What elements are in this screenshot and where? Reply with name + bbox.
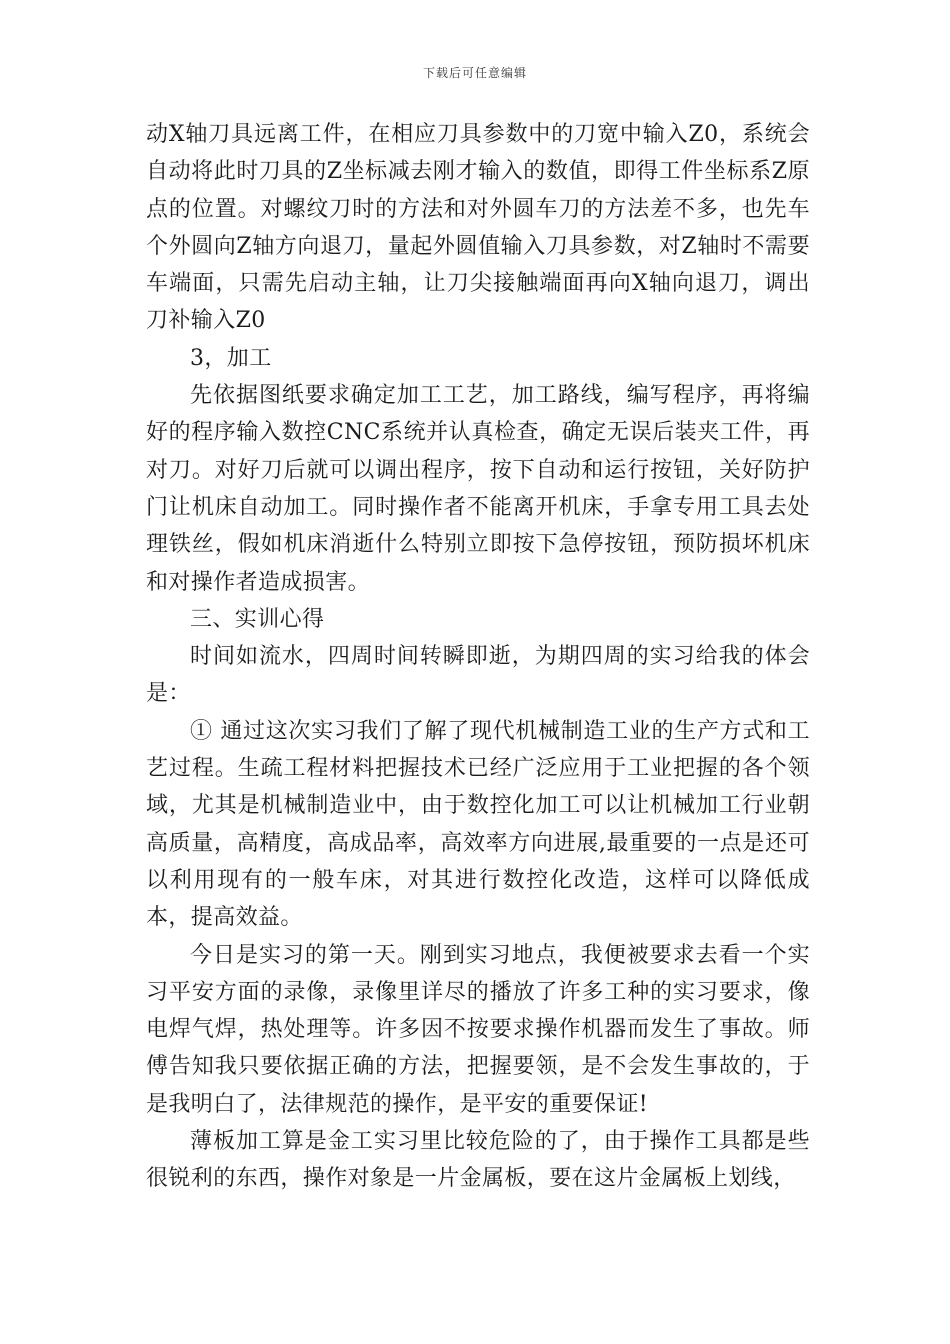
paragraph-processing: 先依据图纸要求确定加工工艺，加工路线，编写程序，再将编好的程序输入数控CNC系统并认真检查，确定无误后装夹工件，再对刀。对好刀后就可以调出程序，按下自动和运行按钮，关好防护门让机床自动加工。同时操作者不能离开机床，手拿专用工具去处理铁丝，假如机床消逝什么特别立即按下急停按钮，预防损坏机床和对操作者造成损害。 — [146, 383, 810, 595]
document-body — [146, 116, 810, 1198]
section-heading-reflection: 三、实训心得 — [190, 606, 325, 632]
paragraph-first-day: 今日是实习的第一天。刚到实习地点，我便被要求去看一个实习平安方面的录像，录像里详尽的播放了许多工种的实习要求，像电焊气焊，热处理等。许多因不按要求操作机器而发生了事故。师傅告知我只要依据正确的方法，把握要领，是不会发生事故的，于是我明白了，法律规范的操作，是平安的重要保证! — [146, 942, 810, 1117]
paragraph-continuation: 动X轴刀具远离工件，在相应刀具参数中的刀宽中输入Z0，系统会自动将此时刀具的Z坐标减去刚才输入的数值，即得工件坐标系Z原点的位置。对螺纹刀时的方法和对外圆车刀的方法差不多，也先车个外圆向Z轴方向退刀，量起外圆值输入刀具参数，对Z轴时不需要车端面，只需先启动主轴，让刀尖接触端面再向X轴向退刀，调出刀补输入Z0 — [146, 122, 810, 334]
paragraph-point-one: ① 通过这次实习我们了解了现代机械制造工业的生产方式和工艺过程。生疏工程材料把握技术已经广泛应用于工业把握的各个领域，尤其是机械制造业中，由于数控化加工可以让机械加工行业朝高质量，高精度，高成品率，高效率方向进展,最重要的一点是还可以利用现有的一般车床，对其进行数控化改造，这样可以降低成本，提高效益。 — [146, 718, 810, 931]
paragraph-intro: 时间如流水，四周时间转瞬即逝，为期四周的实习给我的体会是： — [146, 644, 810, 707]
paragraph-sheet-metal: 薄板加工算是金工实习里比较危险的了，由于操作工具都是些很锐利的东西，操作对象是一片金属板，要在这片金属板上划线， — [146, 1129, 810, 1192]
page-header-note: 下载后可任意编辑 — [422, 66, 527, 80]
section-heading-processing: 3，加工 — [190, 345, 272, 371]
